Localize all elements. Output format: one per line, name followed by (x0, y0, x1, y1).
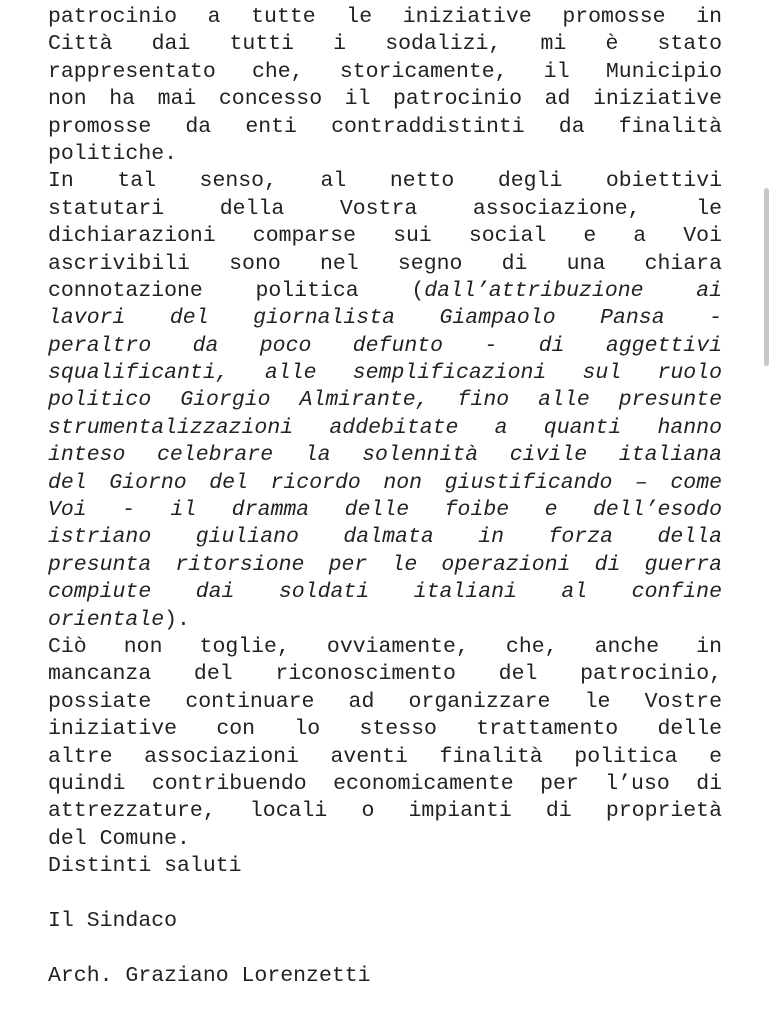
text-line (48, 689, 722, 716)
text-line (48, 798, 722, 825)
text-segment: ). (164, 607, 190, 632)
italic-text-segment: compiute dai soldati italiani al confine (48, 580, 722, 605)
text-line (48, 524, 722, 551)
italic-text-segment: istriano giuliano dalmata in forza della (48, 525, 722, 550)
text-line (48, 4, 722, 31)
text-line (48, 141, 722, 168)
text-segment: rappresentato che, storicamente, il Municipio (48, 59, 722, 84)
italic-text-segment: dall’attribuzione ai (424, 278, 722, 303)
text-line (48, 744, 722, 771)
text-segment: patrocinio a tutte le iniziative promosse in (48, 5, 722, 29)
text-segment: possiate continuare ad organizzare le Vostre (48, 689, 722, 714)
text-segment: attrezzature, locali o impianti di proprietà (48, 799, 722, 824)
italic-text-segment: Voi - il dramma delle foibe e dell’esodo (48, 498, 722, 523)
text-line (48, 442, 722, 469)
text-line (48, 552, 722, 579)
text-line (48, 853, 722, 880)
text-line (48, 607, 722, 634)
text-segment: non ha mai concesso il patrocinio ad iniziative (48, 87, 722, 112)
italic-text-segment: presunta ritorsione per le operazioni di guerra (48, 552, 722, 577)
italic-text-segment: orientale (48, 607, 165, 632)
text-segment: politiche. (48, 141, 178, 166)
italic-text-segment: peraltro da poco defunto - di aggettivi (48, 333, 722, 358)
blank-line (48, 881, 722, 908)
text-line (48, 360, 722, 387)
text-segment: Città dai tutti i sodalizi, mi è stato (48, 32, 722, 57)
text-segment: promosse da enti contraddistinti da finalità (48, 114, 722, 139)
text-line (48, 31, 722, 58)
italic-text-segment: del Giorno del ricordo non giustificando – come (48, 470, 722, 495)
text-segment: Arch. Graziano Lorenzetti (48, 963, 371, 988)
text-line (48, 86, 722, 113)
text-segment: connotazione politica ( (48, 278, 425, 303)
text-segment: del Comune. (48, 826, 190, 851)
text-line (48, 661, 722, 688)
text-line (48, 387, 722, 414)
italic-text-segment: strumentalizzazioni addebitate a quanti hanno (48, 415, 722, 440)
text-line (48, 278, 722, 305)
text-line (48, 168, 722, 195)
vertical-scrollbar[interactable] (764, 188, 769, 366)
text-line (48, 114, 722, 141)
blank-line (48, 935, 722, 962)
text-segment: ascrivibili sono nel segno di una chiara (48, 251, 722, 276)
text-line (48, 579, 722, 606)
text-line (48, 470, 722, 497)
text-line (48, 333, 722, 360)
italic-text-segment: squalificanti, alle semplificazioni sul ruolo (48, 361, 722, 386)
italic-text-segment: lavori del giornalista Giampaolo Pansa - (48, 306, 722, 331)
italic-text-segment: inteso celebrare la solennità civile italiana (48, 443, 722, 468)
text-line (48, 716, 722, 743)
text-segment: In tal senso, al netto degli obiettivi (48, 169, 722, 194)
text-segment: altre associazioni aventi finalità politica e (48, 744, 722, 769)
text-line (48, 59, 722, 86)
text-line (48, 497, 722, 524)
text-line (48, 251, 722, 278)
text-line (48, 305, 722, 332)
text-line (48, 415, 722, 442)
text-line (48, 634, 722, 661)
text-segment: mancanza del riconoscimento del patrocinio, (48, 662, 722, 687)
text-segment: Ciò non toglie, ovviamente, che, anche in (48, 634, 722, 659)
text-segment: Distinti saluti (48, 854, 242, 879)
text-segment: quindi contribuendo economicamente per l’uso di (48, 771, 722, 796)
text-segment: iniziative con lo stesso trattamento delle (48, 717, 722, 742)
text-line (48, 908, 722, 935)
text-line (48, 826, 722, 853)
letter-body (48, 4, 722, 990)
text-line (48, 771, 722, 798)
text-segment: Il Sindaco (48, 908, 178, 933)
italic-text-segment: politico Giorgio Almirante, fino alle presunte (48, 388, 722, 413)
text-line (48, 223, 722, 250)
text-line (48, 196, 722, 223)
text-segment: dichiarazioni comparse sui social e a Voi (48, 224, 722, 249)
text-segment: statutari della Vostra associazione, le (48, 196, 722, 221)
text-line (48, 963, 722, 990)
